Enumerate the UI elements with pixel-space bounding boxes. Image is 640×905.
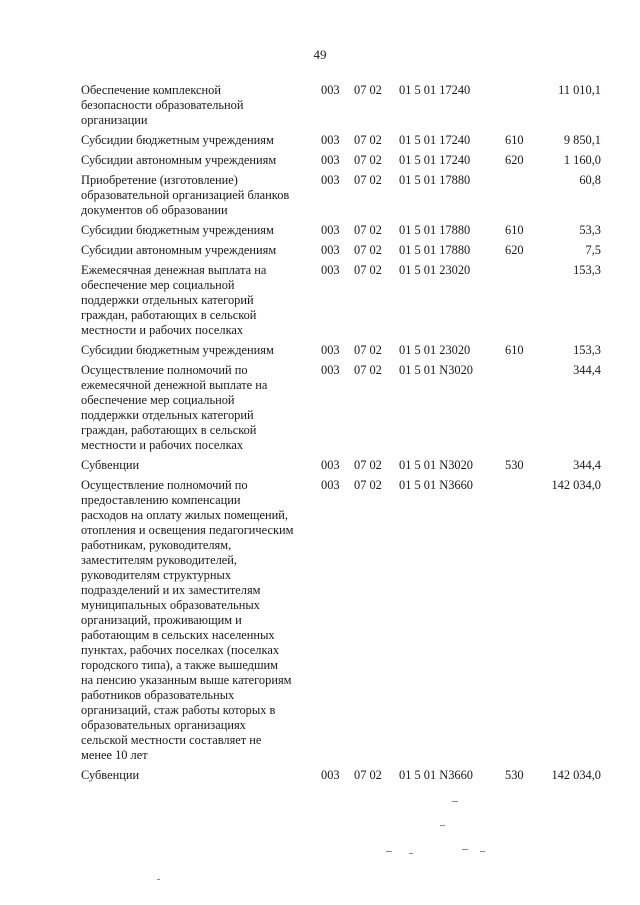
expense-type-code: 530	[505, 768, 524, 782]
row-name: Обеспечение комплексной безопасности образовательной организации	[81, 83, 244, 127]
section-code: 07 02	[354, 478, 382, 492]
table-row	[81, 458, 601, 473]
amount: 1 160,0	[563, 153, 601, 167]
scan-speck	[157, 879, 160, 880]
ministry-code: 003	[321, 458, 340, 472]
ministry-code: 003	[321, 478, 340, 492]
amount: 344,4	[573, 363, 601, 377]
table-row	[81, 243, 601, 258]
amount: 142 034,0	[551, 478, 601, 492]
ministry-code: 003	[321, 343, 340, 357]
amount: 53,3	[579, 223, 601, 237]
section-code: 07 02	[354, 363, 382, 377]
section-code: 07 02	[354, 173, 382, 187]
target-code: 01 5 01 N3660	[399, 768, 473, 782]
section-code: 07 02	[354, 458, 382, 472]
amount: 153,3	[573, 263, 601, 277]
row-name: Субсидии автономным учреждениям	[81, 153, 277, 167]
target-code: 01 5 01 17880	[399, 243, 471, 257]
target-code: 01 5 01 N3020	[399, 458, 473, 472]
page-number: 49	[313, 47, 327, 62]
row-name: Субсидии автономным учреждениям	[81, 243, 277, 257]
target-code: 01 5 01 23020	[399, 263, 471, 277]
row-name: Субвенции	[81, 458, 140, 472]
section-code: 07 02	[354, 223, 382, 237]
ministry-code: 003	[321, 223, 340, 237]
section-code: 07 02	[354, 133, 382, 147]
amount: 60,8	[579, 173, 601, 187]
expense-type-code: 620	[505, 243, 524, 257]
target-code: 01 5 01 N3660	[399, 478, 473, 492]
ministry-code: 003	[321, 363, 340, 377]
ministry-code: 003	[321, 133, 340, 147]
amount: 153,3	[573, 343, 601, 357]
section-code: 07 02	[354, 768, 382, 782]
target-code: 01 5 01 17240	[399, 83, 471, 97]
scan-speck	[452, 801, 458, 802]
table-row	[81, 768, 601, 783]
expense-type-code: 610	[505, 343, 524, 357]
ministry-code: 003	[321, 153, 340, 167]
ministry-code: 003	[321, 83, 340, 97]
section-code: 07 02	[354, 243, 382, 257]
target-code: 01 5 01 17880	[399, 173, 471, 187]
row-name: Субсидии бюджетным учреждениям	[81, 223, 274, 237]
target-code: 01 5 01 N3020	[399, 363, 473, 377]
scan-speck	[480, 851, 485, 852]
section-code: 07 02	[354, 343, 382, 357]
row-name: Осуществление полномочий по ежемесячной денежной выплате на обеспечение мер социальной поддержки отдельных категорий граждан, работающих в сельской местности и рабочих поселках	[81, 363, 268, 452]
amount: 7,5	[585, 243, 601, 257]
section-code: 07 02	[354, 83, 382, 97]
scan-speck	[409, 853, 413, 854]
amount: 142 034,0	[551, 768, 601, 782]
section-code: 07 02	[354, 263, 382, 277]
scan-speck	[462, 849, 468, 850]
table-row	[81, 223, 601, 238]
table-row	[81, 343, 601, 358]
table-row	[81, 153, 601, 168]
target-code: 01 5 01 17880	[399, 223, 471, 237]
ministry-code: 003	[321, 173, 340, 187]
budget-table	[81, 83, 601, 788]
row-name: Субсидии бюджетным учреждениям	[81, 133, 274, 147]
row-name: Осуществление полномочий по предоставлению компенсации расходов на оплату жилых помещений, отопления и освещения педагогическим работникам, руководителям, заместителям руководителей, руководителям структурных подразделений и их заместителям муниципальных образовательных организаций, проживающим и работающим в сельских населенных пунктах, рабочих поселках (поселках городского типа), а также вышедшим на пенсию указанным выше категориям работников образовательных организаций, стаж работы которых в образовательных организациях сельской местности составляет не менее 10 лет	[81, 478, 294, 762]
ministry-code: 003	[321, 243, 340, 257]
target-code: 01 5 01 17240	[399, 153, 471, 167]
scan-speck	[386, 851, 392, 852]
row-name: Приобретение (изготовление) образовательной организацией бланков документов об образовании	[81, 173, 290, 217]
scan-speck	[440, 825, 445, 826]
table-row	[81, 133, 601, 148]
table-row	[81, 263, 601, 338]
row-name: Субвенции	[81, 768, 140, 782]
target-code: 01 5 01 17240	[399, 133, 471, 147]
table-row	[81, 83, 601, 128]
expense-type-code: 530	[505, 458, 524, 472]
amount: 344,4	[573, 458, 601, 472]
expense-type-code: 620	[505, 153, 524, 167]
amount: 11 010,1	[558, 83, 601, 97]
table-row	[81, 173, 601, 218]
ministry-code: 003	[321, 263, 340, 277]
table-row	[81, 363, 601, 453]
amount: 9 850,1	[563, 133, 601, 147]
expense-type-code: 610	[505, 223, 524, 237]
expense-type-code: 610	[505, 133, 524, 147]
section-code: 07 02	[354, 153, 382, 167]
row-name: Субсидии бюджетным учреждениям	[81, 343, 274, 357]
ministry-code: 003	[321, 768, 340, 782]
target-code: 01 5 01 23020	[399, 343, 471, 357]
table-row	[81, 478, 601, 763]
row-name: Ежемесячная денежная выплата на обеспечение мер социальной поддержки отдельных категорий граждан, работающих в сельской местности и рабочих поселках	[81, 263, 267, 337]
